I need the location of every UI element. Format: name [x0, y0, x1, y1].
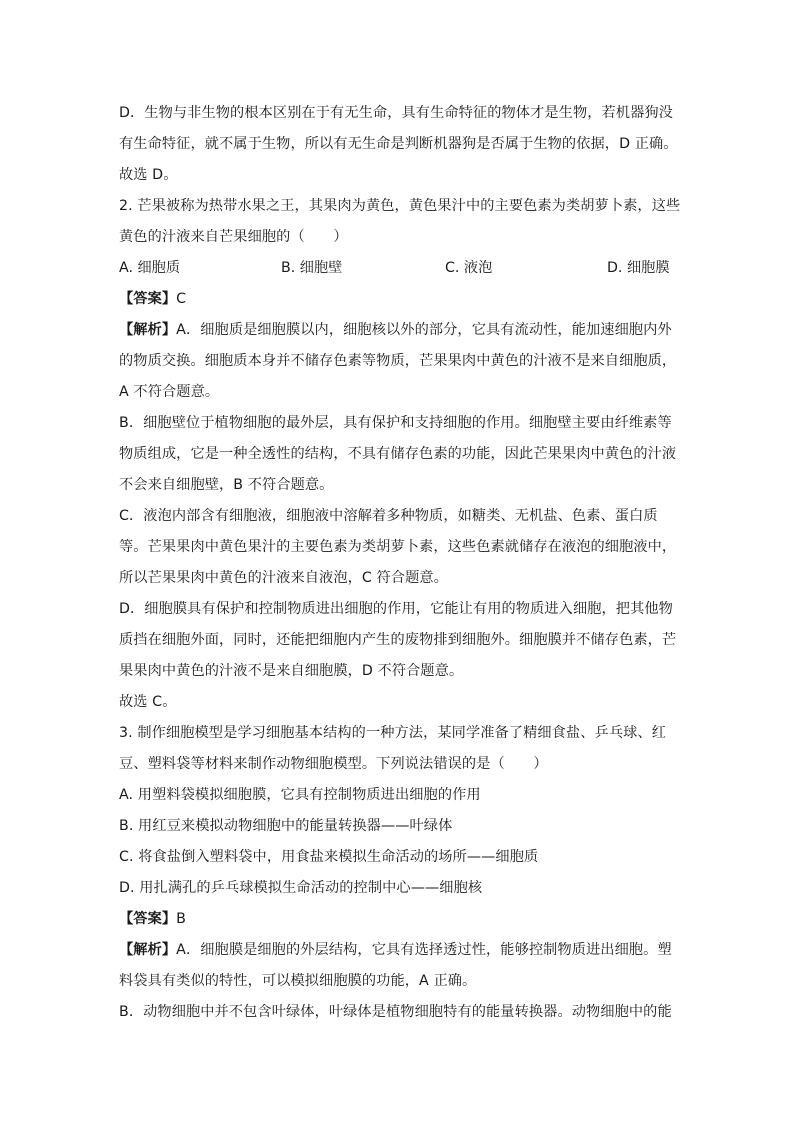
analysis-text: A．细胞膜是细胞的外层结构，它具有选择透过性，能够控制物质进出细胞。塑	[176, 942, 672, 958]
text-line: 等。芒果果肉中黄色果汁的主要色素为类胡萝卜素，这些色素就储存在液泡的细胞液中，	[119, 539, 677, 555]
option-d: D. 细胞膜	[607, 260, 670, 276]
question-2-analysis	[119, 320, 679, 340]
text-line: 不会来自细胞壁，B 不符合题意。	[119, 477, 334, 493]
question-2-stem-cont: 黄色的汁液来自芒果细胞的（ ）	[119, 229, 348, 245]
question-3-stem-cont: 豆、塑料袋等材料来制作动物细胞模型。下列说法错误的是（ ）	[119, 756, 548, 772]
text-line: C．液泡内部含有细胞液，细胞液中溶解着多种物质，如糖类、无机盐、色素、蛋白质	[119, 508, 658, 524]
option-b: B. 用红豆来模拟动物细胞中的能量转换器——叶绿体	[119, 818, 453, 834]
text-line: 故选 C。	[119, 694, 177, 710]
analysis-tag: 【解析】	[119, 942, 177, 958]
analysis-text: A．细胞质是细胞膜以内，细胞核以外的部分，它具有流动性，能加速细胞内外	[176, 322, 672, 338]
option-a: A. 用塑料袋模拟细胞膜，它具有控制物质进出细胞的作用	[119, 787, 481, 803]
text-line: 质挡在细胞外面，同时，还能把细胞内产生的废物排到细胞外。细胞膜并不储存色素，芒	[119, 632, 677, 648]
answer-value: B	[176, 911, 186, 927]
text-line: 的物质交换。细胞质本身并不储存色素等物质，芒果果肉中黄色的汁液不是来自细胞质，	[119, 353, 677, 369]
option-d: D. 用扎满孔的乒乓球模拟生命活动的控制中心——细胞核	[119, 880, 483, 896]
answer-tag: 【答案】	[119, 291, 177, 307]
analysis-tag: 【解析】	[119, 322, 177, 338]
question-3-stem: 3. 制作细胞模型是学习细胞基本结构的一种方法，某同学准备了精细食盐、乒乓球、红	[119, 725, 666, 741]
option-a: A. 细胞质	[119, 260, 181, 276]
text-line: D．生物与非生物的根本区别在于有无生命，具有生命特征的物体才是生物，若机器狗没	[119, 105, 673, 121]
text-line: 所以芒果果肉中黄色的汁液来自液泡，C 符合题意。	[119, 570, 448, 586]
text-line: 料袋具有类似的特性，可以模拟细胞膜的功能，A 正确。	[119, 973, 477, 989]
text-line: 有生命特征，就不属于生物，所以有无生命是判断机器狗是否属于生物的依据，D 正确。	[119, 136, 678, 152]
text-line: 物质组成，它是一种全透性的结构，不具有储存色素的功能，因此芒果果肉中黄色的汁液	[119, 446, 677, 462]
option-c: C. 液泡	[445, 260, 493, 276]
question-3-answer	[119, 909, 679, 929]
question-2-options	[119, 258, 679, 278]
question-2-stem: 2. 芒果被称为热带水果之王，其果肉为黄色，黄色果汁中的主要色素为类胡萝卜素，这些	[119, 198, 681, 214]
text-line: A 不符合题意。	[119, 384, 220, 400]
text-line: B．细胞壁位于植物细胞的最外层，具有保护和支持细胞的作用。细胞壁主要由纤维素等	[119, 415, 672, 431]
option-b: B. 细胞壁	[281, 260, 343, 276]
text-line: B．动物细胞中并不包含叶绿体，叶绿体是植物细胞特有的能量转换器。动物细胞中的能	[119, 1004, 672, 1020]
question-2-answer	[119, 289, 679, 309]
text-line: 故选 D。	[119, 167, 178, 183]
text-line: 果果肉中黄色的汁液不是来自细胞膜，D 不符合题意。	[119, 663, 464, 679]
answer-value: C	[176, 291, 187, 307]
answer-tag: 【答案】	[119, 911, 177, 927]
option-c: C. 将食盐倒入塑料袋中，用食盐来模拟生命活动的场所——细胞质	[119, 849, 539, 865]
text-line: D．细胞膜具有保护和控制物质进出细胞的作用，它能让有用的物质进入细胞，把其他物	[119, 601, 673, 617]
question-3-analysis	[119, 940, 679, 960]
